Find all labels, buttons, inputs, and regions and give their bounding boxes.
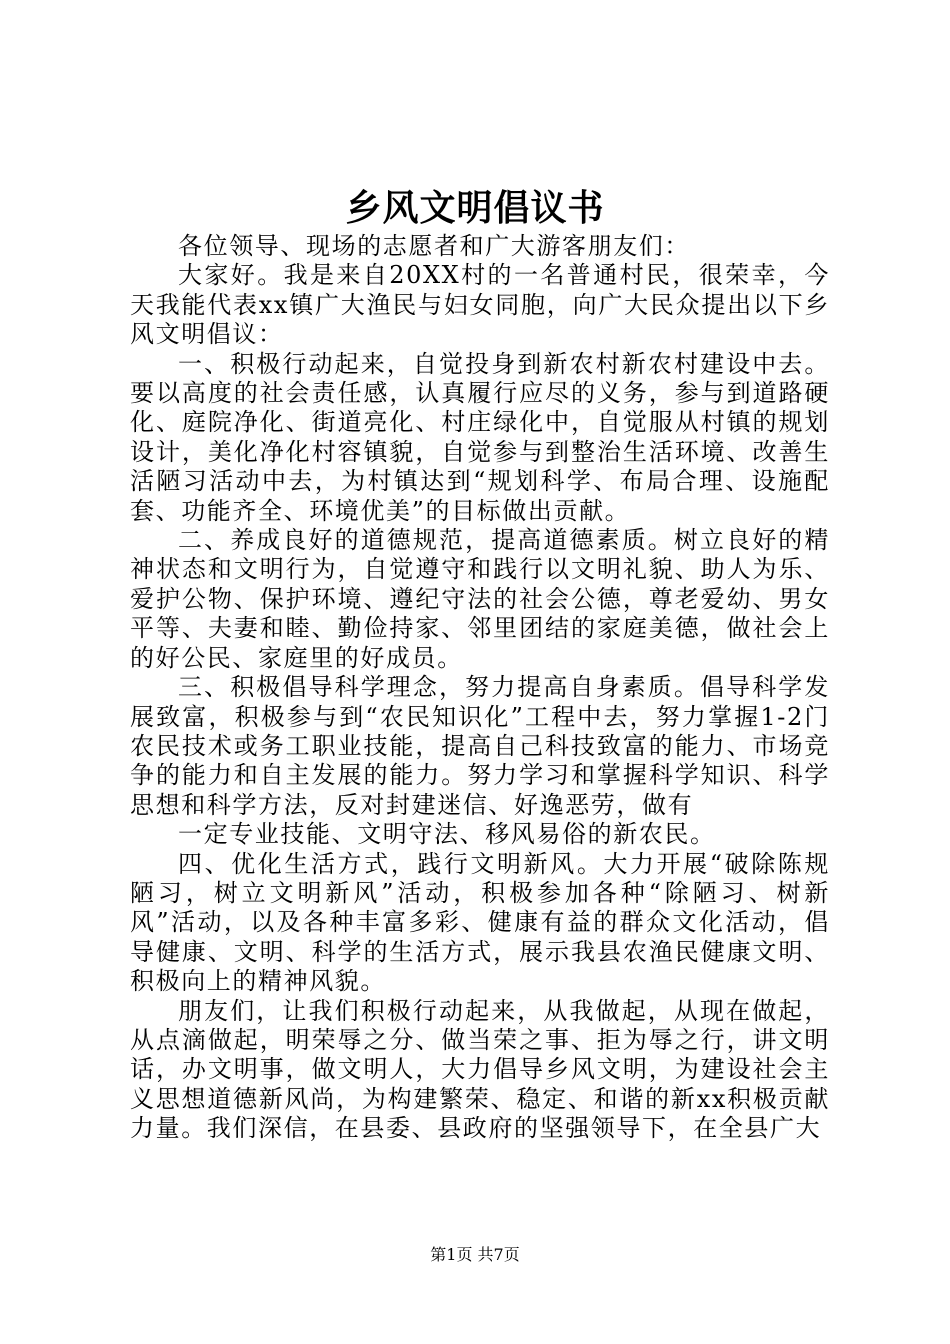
- proposal-two-paragraph: 二、养成良好的道德规范，提高道德素质。树立良好的精神状态和文明行为，自觉遵守和践行以文明礼貌、助人为乐、爱护公物、保护环境、遵纪守法的社会公德，尊老爱幼、男女平等、夫妻和睦、勤俭持家、邻里团结的家庭美德，做社会上的好公民、家庭里的好成员。: [130, 526, 830, 672]
- intro-paragraph: 大家好。我是来自20XX村的一名普通村民，很荣幸，今天我能代表xx镇广大渔民与妇女同胞，向广大民众提出以下乡风文明倡议：: [130, 261, 830, 349]
- document-body: [130, 232, 830, 1144]
- proposal-three-paragraph: 三、积极倡导科学理念，努力提高自身素质。倡导科学发展致富，积极参与到“农民知识化”工程中去，努力掌握1-2门农民技术或务工职业技能，提高自己科技致富的能力、市场竞争的能力和自主发展的能力。努力学习和掌握科学知识、科学思想和科学方法，反对封建迷信、好逸恶劳，做有: [130, 673, 830, 819]
- page-number-footer: 第1页 共7页: [430, 1245, 520, 1264]
- proposal-four-paragraph: 四、优化生活方式，践行文明新风。大力开展“破除陈规陋习，树立文明新风”活动，积极参加各种“除陋习、树新风”活动，以及各种丰富多彩、健康有益的群众文化活动，倡导健康、文明、科学的生活方式，展示我县农渔民健康文明、积极向上的精神风貌。: [130, 849, 830, 996]
- document-title: 乡风文明倡议书: [345, 187, 605, 229]
- proposal-one-paragraph: 一、积极行动起来，自觉投身到新农村新农村建设中去。要以高度的社会责任感，认真履行应尽的义务，参与到道路硬化、庭院净化、街道亮化、村庄绿化中，自觉服从村镇的规划设计，美化净化村容镇貌，自觉参与到整治生活环境、改善生活陋习活动中去，为村镇达到“规划科学、布局合理、设施配套、功能齐全、环境优美”的目标做出贡献。: [130, 349, 830, 525]
- proposal-three-continuation: 一定专业技能、文明守法、移风易俗的新农民。: [178, 820, 716, 849]
- closing-paragraph: 朋友们，让我们积极行动起来，从我做起，从现在做起，从点滴做起，明荣辱之分、做当荣之事、拒为辱之行，讲文明话，办文明事，做文明人，大力倡导乡风文明，为建设社会主义思想道德新风尚，为构建繁荣、稳定、和谐的新xx积极贡献力量。我们深信，在县委、县政府的坚强领导下，在全县广大: [130, 996, 830, 1143]
- salutation-paragraph: 各位领导、现场的志愿者和广大游客朋友们：: [178, 232, 690, 260]
